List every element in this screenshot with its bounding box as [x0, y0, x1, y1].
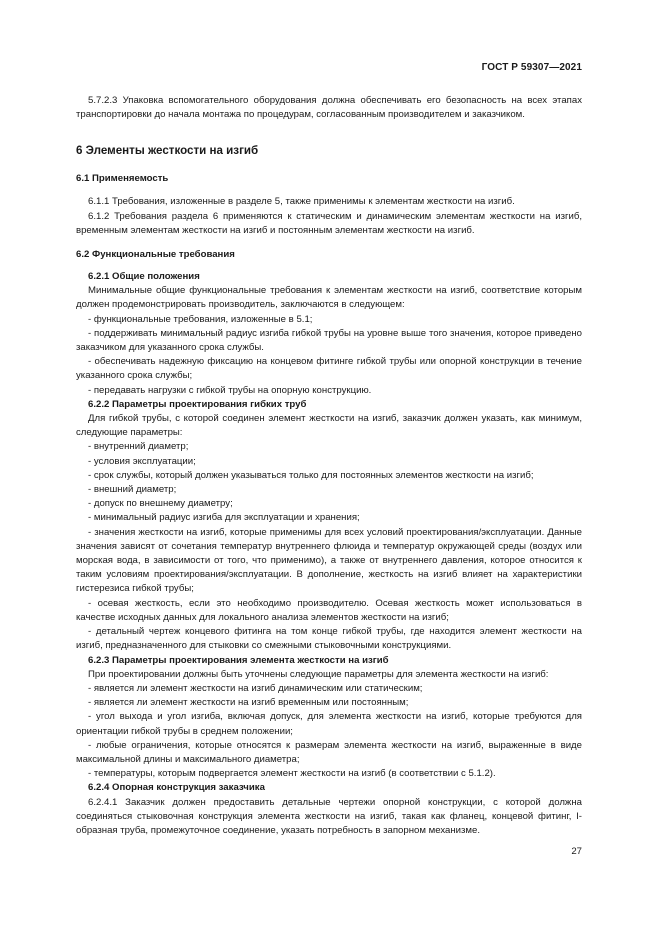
list-item: - условия эксплуатации; — [88, 455, 196, 467]
paragraph-6-2-3-intro: При проектировании должны быть уточнены следующие параметры для элемента жесткости на изгиб: — [88, 668, 549, 680]
list-item: - минимальный радиус изгиба для эксплуатации и хранения; — [88, 512, 360, 524]
page-number: 27 — [571, 846, 582, 857]
paragraph-5-7-2-3: 5.7.2.3 Упаковка вспомогательного оборудования должна обеспечивать его безопасность на всех этапах транспортировки до начала монтажа по процедурам, согласованным производителем и заказчиком. — [76, 95, 582, 121]
paragraph-6-1-1: 6.1.1 Требования, изложенные в разделе 5, также применимы к элементам жесткости на изгиб. — [88, 196, 515, 208]
section-6-2-2-heading: 6.2.2 Параметры проектирования гибких труб — [88, 398, 307, 410]
list-item: - значения жесткости на изгиб, которые применимы для всех условий проектирования/эксплуатации. Данные значения зависят от сочетания температур внутреннего флюида и температур окружающей среды (воздух или морская вода, в зависимости от того, что применимо), а также от внутреннего давления, которое относится к таким условиям проектирования/эксплуатации. В дополнение, жесткость на изгиб влияет на характеристики гистерезиса гибкой трубы; — [76, 526, 582, 595]
list-item: - детальный чертеж концевого фитинга на том конце гибкой трубы, где находится элемент жесткости на изгиб, предназначенного для стыковки со смежными стыковочными конструкциями. — [76, 626, 582, 652]
section-6-2-3-title — [76, 654, 582, 668]
paragraph-6-2-4-1: 6.2.4.1 Заказчик должен предоставить детальные чертежи опорной конструкции, с которой должна соединяться стыковочная конструкция элемента жесткости на изгиб, такая как фланец, концевой фитинг, I-образная труба, промежуточное соединение, указать потребность в запорном механизме. — [76, 796, 582, 836]
paragraph-6-1-2: 6.1.2 Требования раздела 6 применяются к статическим и динамическим элементам жесткости на изгиб, временным элементам жесткости на изгиб и постоянным элементам жесткости на изгиб. — [76, 210, 582, 236]
list-item: - температуры, которым подвергается элемент жесткости на изгиб (в соответствии с 5.1.2). — [88, 768, 496, 780]
section-6-1-title: 6.1 Применяемость — [76, 173, 169, 185]
standard-header: ГОСТ Р 59307—2021 — [481, 62, 582, 73]
section-6-2-3-heading: 6.2.3 Параметры проектирования элемента жесткости на изгиб — [88, 654, 389, 666]
list-item: - внутренний диаметр; — [88, 441, 189, 453]
section-6-2-2-title — [76, 398, 582, 412]
list-item: - функциональные требования, изложенные в 5.1; — [88, 313, 313, 325]
section-6-2-4-title — [76, 781, 582, 795]
section-6-2-1-title — [76, 270, 582, 284]
section-6-2-title: 6.2 Функциональные требования — [76, 249, 235, 261]
list-item: - передавать нагрузки с гибкой трубы на опорную конструкцию. — [88, 384, 372, 396]
section-6-2-1-heading: 6.2.1 Общие положения — [88, 271, 200, 283]
list-item: - любые ограничения, которые относятся к размерам элемента жесткости на изгиб, выраженные в виде максимальной длины и максимального диаметра; — [76, 739, 582, 765]
list-item: - внешний диаметр; — [88, 484, 177, 496]
list-item: - осевая жесткость, если это необходимо производителю. Осевая жесткость может использоваться в качестве исходных данных для локального анализа элементов жесткости на изгиб; — [76, 597, 582, 623]
document-page — [76, 0, 582, 935]
list-item: - обеспечивать надежную фиксацию на концевом фитинге гибкой трубы или опорной конструкции в течение указанного срока службы; — [76, 356, 582, 382]
section-6-title: 6 Элементы жесткости на изгиб — [76, 144, 259, 158]
list-item: - угол выхода и угол изгиба, включая допуск, для элемента жесткости на изгиб, которые требуются для ориентации гибкой трубы в среднем положении; — [76, 711, 582, 737]
list-item: - является ли элемент жесткости на изгиб динамическим или статическим; — [88, 682, 423, 694]
list-item: - поддерживать минимальный радиус изгиба гибкой трубы на уровне выше того значения, которое приведено заказчиком для указанного срока службы. — [76, 327, 582, 354]
paragraph-6-2-1-intro: Минимальные общие функциональные требования к элементам жесткости на изгиб, соответствие которым должен продемонстрировать производитель, заключаются в следующем: — [76, 285, 582, 311]
list-item: - допуск по внешнему диаметру; — [88, 498, 233, 510]
paragraph-6-2-2-intro: Для гибкой трубы, с которой соединен элемент жесткости на изгиб, заказчик должен указать, как минимум, следующие параметры: — [76, 413, 582, 439]
section-6-2-4-heading: 6.2.4 Опорная конструкция заказчика — [88, 782, 265, 794]
list-item: - является ли элемент жесткости на изгиб временным или постоянным; — [88, 697, 409, 709]
document-body — [76, 94, 582, 838]
list-item: - срок службы, который должен указываться только для постоянных элементов жесткости на изгиб; — [88, 469, 534, 481]
